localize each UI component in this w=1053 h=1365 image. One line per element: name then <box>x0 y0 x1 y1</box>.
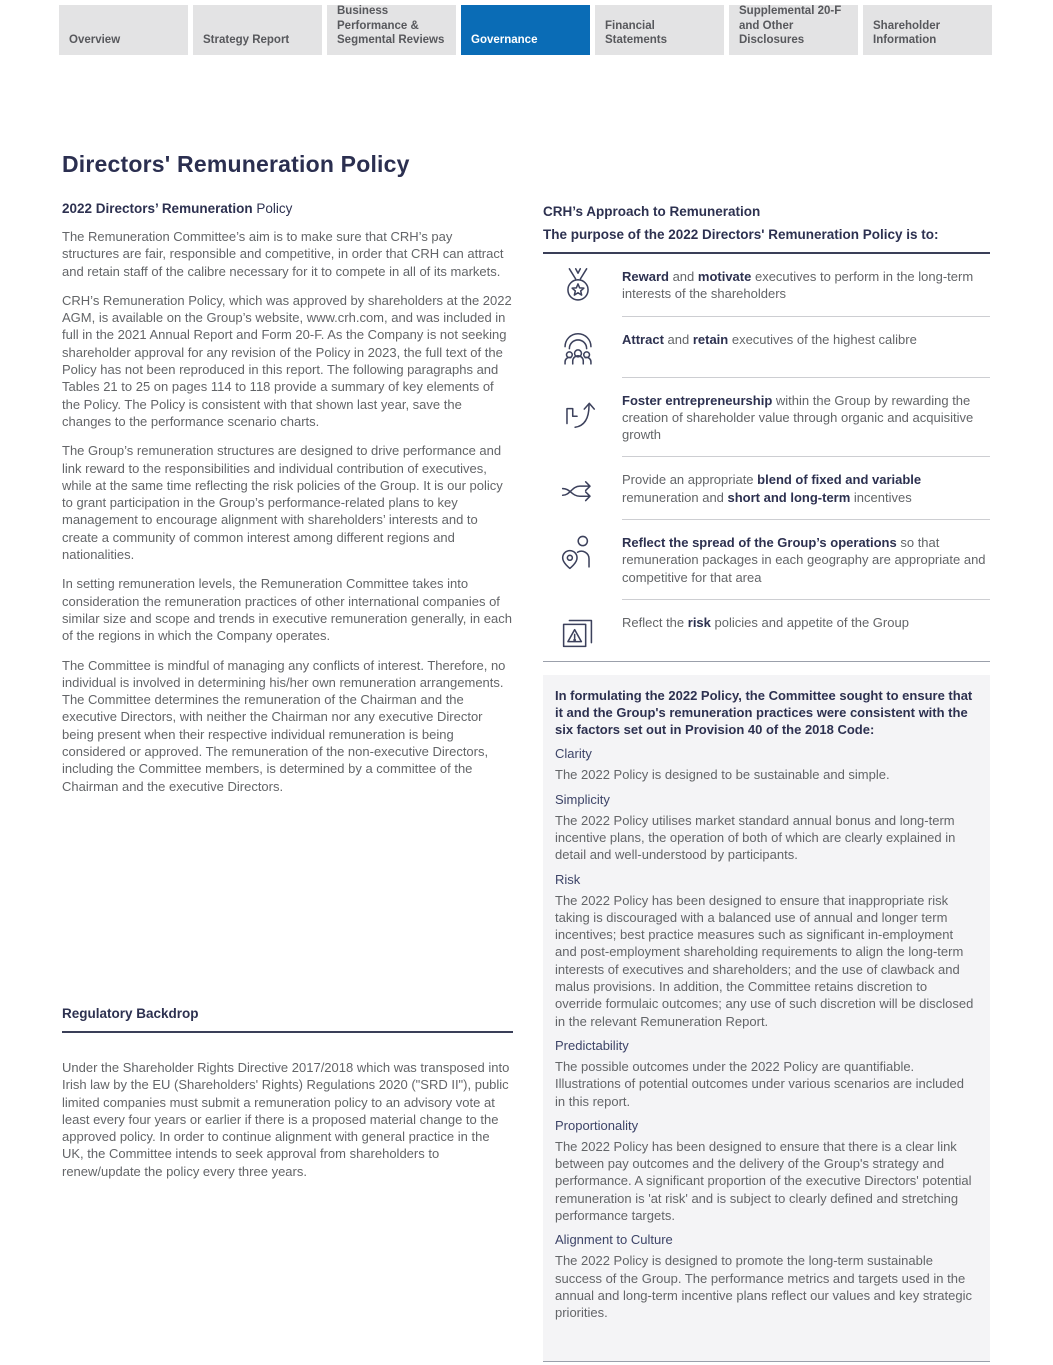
purpose-item-text: Attract and retain executives of the highest calibre <box>622 317 990 378</box>
factor-text: The 2022 Policy has been designed to ensure that inappropriate risk taking is discouraged with a balanced use of annual and longer term incentives; best practice measures such as significant in-employment and post-employment shareholding requirements to align the long-term interests of executives and shareholders; and the use of clawback and malus provisions. In addition, the Committee retains discretion to override formulaic outcomes; any use of such discretion will be disclosed in the relevant Remuneration Report. <box>555 892 974 1029</box>
factor-label-simplicity: Simplicity <box>555 791 610 807</box>
purpose-item-text: Reward and motivate executives to perform in the long-term interests of the shareholders <box>622 254 990 317</box>
left-column <box>62 200 513 1192</box>
factor-label-predictability: Predictability <box>555 1037 629 1053</box>
policy-paragraph: The Remuneration Committee’s aim is to make sure that CRH’s pay structures are fair, responsible and competitive, in order that CRH can attract and retain staff of the calibre necessary for it to compete in all of its markets. <box>62 229 504 279</box>
tab-financial-statements[interactable] <box>595 5 724 55</box>
regulatory-paragraph: Under the Shareholder Rights Directive 2017/2018 which was transposed into Irish law by the EU (Shareholders' Rights) Regulations 2020 ("SRD II"), public limited companies must submit a remuneration policy to an advisory vote at least every four years or earlier if there is a proposed material change to the approved policy. In order to continue alignment with general practice in the UK, the Committee intends to seek approval from shareholders to renew/update the policy every three years. <box>62 1059 510 1179</box>
regulatory-backdrop-heading: Regulatory Backdrop <box>62 1005 199 1021</box>
policy-heading-regular: Policy <box>252 201 293 216</box>
factor-label-proportionality: Proportionality <box>555 1117 639 1133</box>
factor-text: The 2022 Policy is designed to be sustainable and simple. <box>555 767 890 783</box>
factor-text: The 2022 Policy utilises market standard annual bonus and long-term incentive plans, the operation of both of which are clearly explained in detail and well-understood by participants. <box>555 812 956 863</box>
policy-section-heading <box>62 200 513 217</box>
factor-label-risk: Risk <box>555 871 581 887</box>
report-section-tabs <box>59 5 992 55</box>
purpose-item-blend <box>543 457 990 520</box>
purpose-item-spread <box>543 520 990 600</box>
tab-label: Business Performance & Segmental Reviews <box>337 4 445 47</box>
page-title: Directors' Remuneration Policy <box>62 151 410 178</box>
policy-paragraph: In setting remuneration levels, the Remuneration Committee takes into consideration the remuneration practices of other international companies of similar size and scope and trends in executive remuneration generally, in each of the regions in which the Company operates. <box>62 576 512 644</box>
purpose-item-text: Reflect the spread of the Group’s operations so that remuneration packages in each geography are appropriate and competitive for that area <box>622 520 990 600</box>
tab-label: Overview <box>69 34 121 47</box>
factor-label-alignment-to-culture: Alignment to Culture <box>555 1232 673 1248</box>
factor-text: The possible outcomes under the 2022 Policy are quantifiable. Illustrations of potential outcomes under various scenarios are included in this report. <box>555 1058 965 1109</box>
purpose-item-attract <box>543 317 990 378</box>
approach-heading: CRH’s Approach to Remuneration <box>543 204 761 219</box>
tab-supplemental-20f[interactable] <box>729 5 858 55</box>
right-column <box>543 203 990 1362</box>
purpose-item-foster <box>543 378 990 458</box>
risk-document-icon <box>543 600 622 661</box>
tab-business-performance[interactable] <box>327 5 456 55</box>
tab-label: Financial Statements <box>605 19 667 47</box>
policy-paragraph: The Group’s remuneration structures are designed to drive performance and link reward to the responsibilities and individual contribution of executives, while at the same time reflecting the risk policies of the Group. It is our policy to grant participation in the Group’s performance-related plans to key management to encourage alignment with shareholders’ interests and to create a community of common interest among different regions and nationalities. <box>62 443 503 563</box>
policy-paragraph: CRH’s Remuneration Policy, which was approved by shareholders at the 2022 AGM, is available on the Group’s website, www.crh.com, and was included in full in the 2021 Annual Report and Form 20-F. As the Company is not seeking shareholder approval for any revision of the Policy in 2023, the full text of the Policy has not been reproduced in this report. The following paragraphs and Tables 21 to 25 on pages 114 to 118 provide a summary of key elements of the Policy. The Policy is consistent with that shown last year, save the changes to the performance scenario charts. <box>62 292 512 429</box>
provision-40-intro: In formulating the 2022 Policy, the Committee sought to ensure that it and the Group's remuneration practices were consistent with the six factors set out in Provision 40 of the 2018 Code: <box>555 687 973 737</box>
purpose-item-text: Provide an appropriate blend of fixed and variable remuneration and short and long-term incentives <box>622 457 990 520</box>
policy-heading-bold: 2022 Directors’ Remuneration <box>62 201 253 216</box>
growth-arrow-icon <box>543 378 622 458</box>
section-rule <box>62 1031 513 1033</box>
tab-label: Strategy Report <box>203 34 290 47</box>
purpose-item-text: Reflect the risk policies and appetite of the Group <box>622 614 909 630</box>
purpose-item-reward <box>543 254 990 317</box>
provision-40-box <box>543 675 990 1363</box>
purpose-item-risk <box>543 600 990 661</box>
tab-strategy-report[interactable] <box>193 5 322 55</box>
location-person-icon <box>543 520 622 600</box>
purpose-heading: The purpose of the 2022 Directors' Remuneration Policy is to: <box>543 227 939 242</box>
tab-label: Shareholder Information <box>873 19 941 47</box>
blend-arrows-icon <box>543 457 622 520</box>
tab-shareholder-information[interactable] <box>863 5 992 55</box>
tab-overview[interactable] <box>59 5 188 55</box>
policy-paragraph: The Committee is mindful of managing any conflicts of interest. Therefore, no individual is involved in determining his/her own remuneration arrangements. The Committee determines the remuneration of the Chairman and the executive Directors, with neither the Chairman nor any executive Director being present when their respective individual remuneration is being considered or approved. The remuneration of the non-executive Directors, including the Committee members, is determined by a committee of the Chairman and the executive Directors. <box>62 657 506 794</box>
factor-label-clarity: Clarity <box>555 746 592 762</box>
purpose-list <box>543 254 990 662</box>
medal-icon <box>543 254 622 317</box>
tab-label: Governance <box>471 34 538 47</box>
tab-label: Supplemental 20-F and Other Disclosures <box>739 4 842 47</box>
people-group-icon <box>543 317 622 378</box>
regulatory-backdrop-section <box>62 1005 513 1180</box>
factor-text: The 2022 Policy has been designed to ensure that there is a clear link between pay outcomes and the delivery of the Group's strategy and performance. A significant proportion of the executive Directors' potential remuneration is 'at risk' and is subject to clearly defined and stretching performance targets. <box>555 1138 972 1223</box>
purpose-item-text: Foster entrepreneurship within the Group by rewarding the creation of shareholder value through organic and acquisitive growth <box>622 378 990 458</box>
tab-governance[interactable] <box>461 5 590 55</box>
factor-text: The 2022 Policy is designed to promote the long-term sustainable success of the Group. The performance metrics and targets used in the annual and long-term incentive plans reflect our values and key strategic priorities. <box>555 1253 972 1321</box>
